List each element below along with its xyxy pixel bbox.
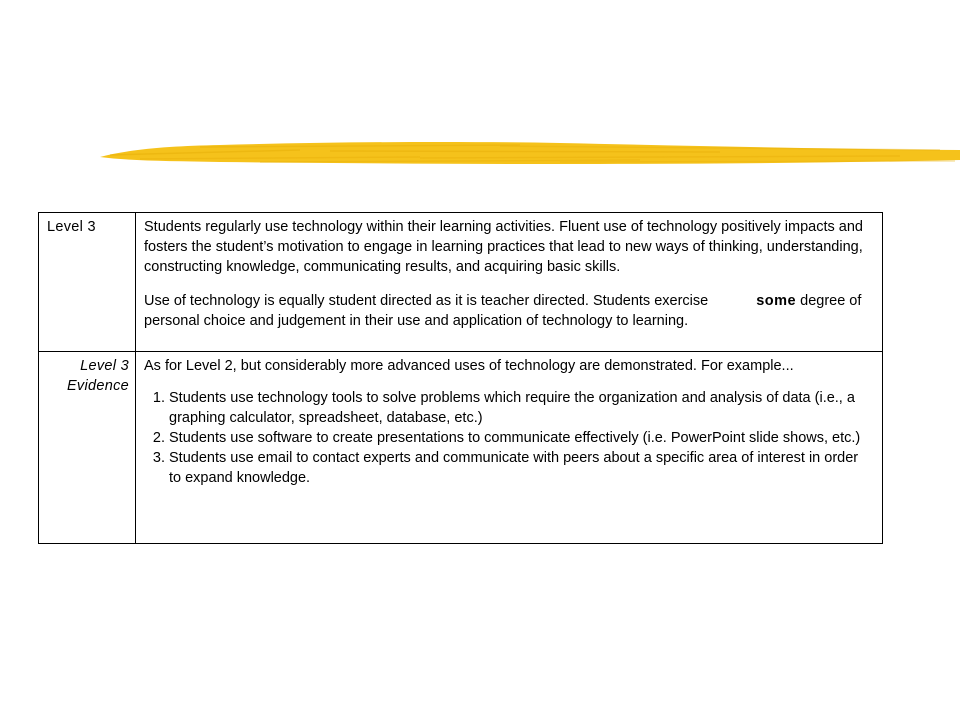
evidence-label-line1: Level 3 [80, 358, 129, 374]
level-direction-paragraph [144, 291, 874, 331]
brush-bristle [560, 161, 955, 162]
evidence-examples-list [144, 388, 874, 488]
level-description: Students regularly use technology within their learning activities. Fluent use of technology positively impacts and fosters the student’s motivation to engage in learning practices that lead to new ways of thinking, understanding, constructing knowledge, communicating results, and acquiring basic skills. [144, 219, 863, 275]
evidence-label-cell [39, 352, 136, 544]
level-3-evidence-row [39, 352, 883, 544]
evidence-description-cell [136, 352, 883, 544]
level-description-cell [136, 213, 883, 352]
direction-text-end: degree of personal choice and judgement in their use and application of technology to learning. [144, 293, 862, 329]
list-item: 3. Students use email to contact experts and communicate with peers about a specific area of interest in order to expand knowledge. [169, 448, 874, 488]
list-item: 1. Students use technology tools to solve problems which require the organization and analysis of data (i.e., a graphing calculator, spreadsheet, database, etc.) [169, 388, 874, 428]
rubric-table [38, 212, 883, 544]
list-item: 2. Students use software to create presentations to communicate effectively (i.e. PowerPoint slide shows, etc.) [169, 428, 874, 448]
evidence-label-line2: Evidence [66, 378, 129, 394]
level-label-cell [39, 213, 136, 352]
direction-text-start: Use of technology is equally student directed as it is teacher directed. Students exercise [144, 293, 709, 309]
level-3-row [39, 213, 883, 352]
evidence-intro: As for Level 2, but considerably more advanced uses of technology are demonstrated. For example... [144, 358, 794, 374]
yellow-brush-stroke [0, 0, 960, 200]
brush-bristle [330, 151, 720, 152]
emphasis-some: some [756, 293, 797, 309]
level-label: Level 3 [47, 219, 96, 235]
